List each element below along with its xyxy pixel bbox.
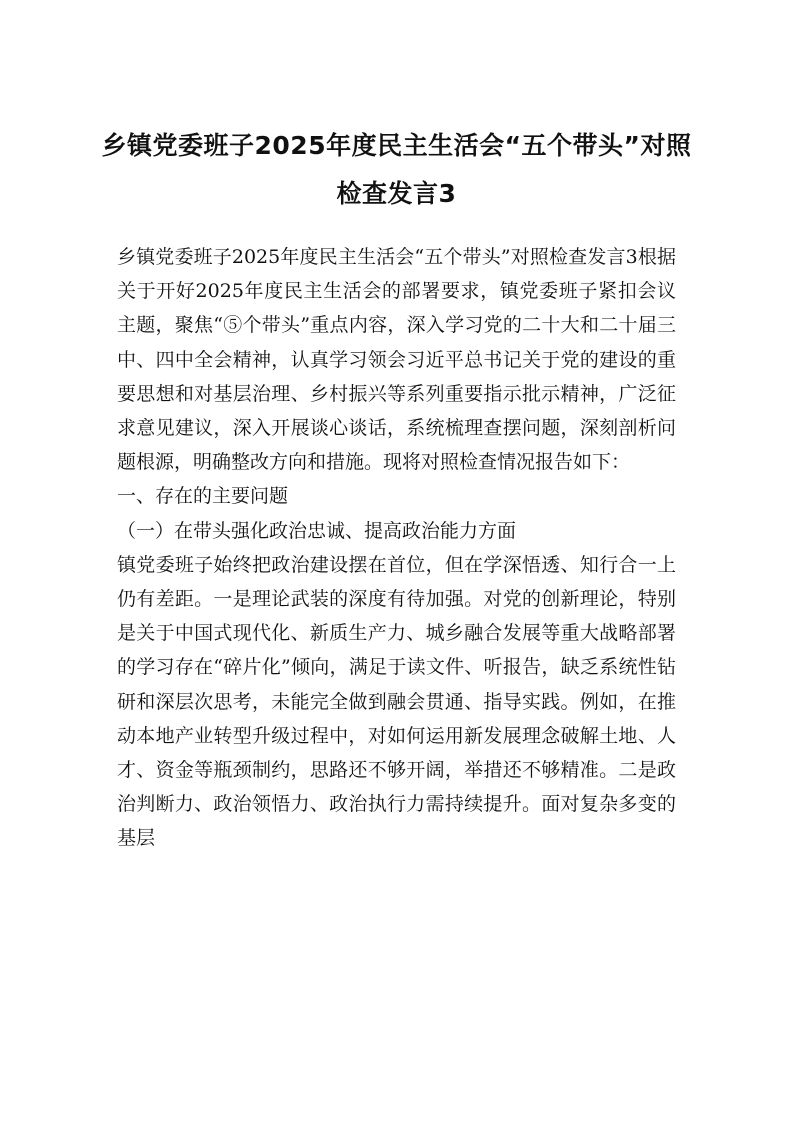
body-paragraph: 镇党委班子始终把政治建设摆在首位，但在学深悟透、知行合一上仍有差距。一是理论武装的深度有待加强。对党的创新理论，特别是关于中国式现代化、新质生产力、城乡融合发展等重大战略部署的学习存在“碎片化”倾向，满足于读文件、听报告，缺乏系统性钻研和深层次思考，未能完全做到融会贯通、指导实践。例如，在推动本地产业转型升级过程中，对如何运用新发展理念破解土地、人才、资金等瓶颈制约，思路还不够开阔，举措还不够精准。二是政治判断力、政治领悟力、政治执行力需持续提升。面对复杂多变的基层: [117, 553, 676, 850]
intro-paragraph: 乡镇党委班子2025年度民主生活会“五个带头”对照检查发言3根据关于开好2025年度民主生活会的部署要求，镇党委班子紧扣会议主题，聚焦“⑤个带头”重点内容，深入学习党的二十大和二十届三中、四中全会精神，认真学习领会习近平总书记关于党的建设的重要思想和对基层治理、乡村振兴等系列重要指示批示精神，广泛征求意见建议，深入开展谈心谈话，系统梳理查摆问题，深刻剖析问题根源，明确整改方向和措施。现将对照检查情况报告如下：: [117, 246, 676, 474]
document-body: [117, 240, 676, 856]
subsection-heading: （一）在带头强化政治忠诚、提高政治能力方面: [117, 519, 517, 542]
section-heading: 一、存在的主要问题: [117, 485, 289, 508]
document-title: 乡镇党委班子2025年度民主生活会“五个带头”对照检查发言3: [101, 131, 692, 208]
